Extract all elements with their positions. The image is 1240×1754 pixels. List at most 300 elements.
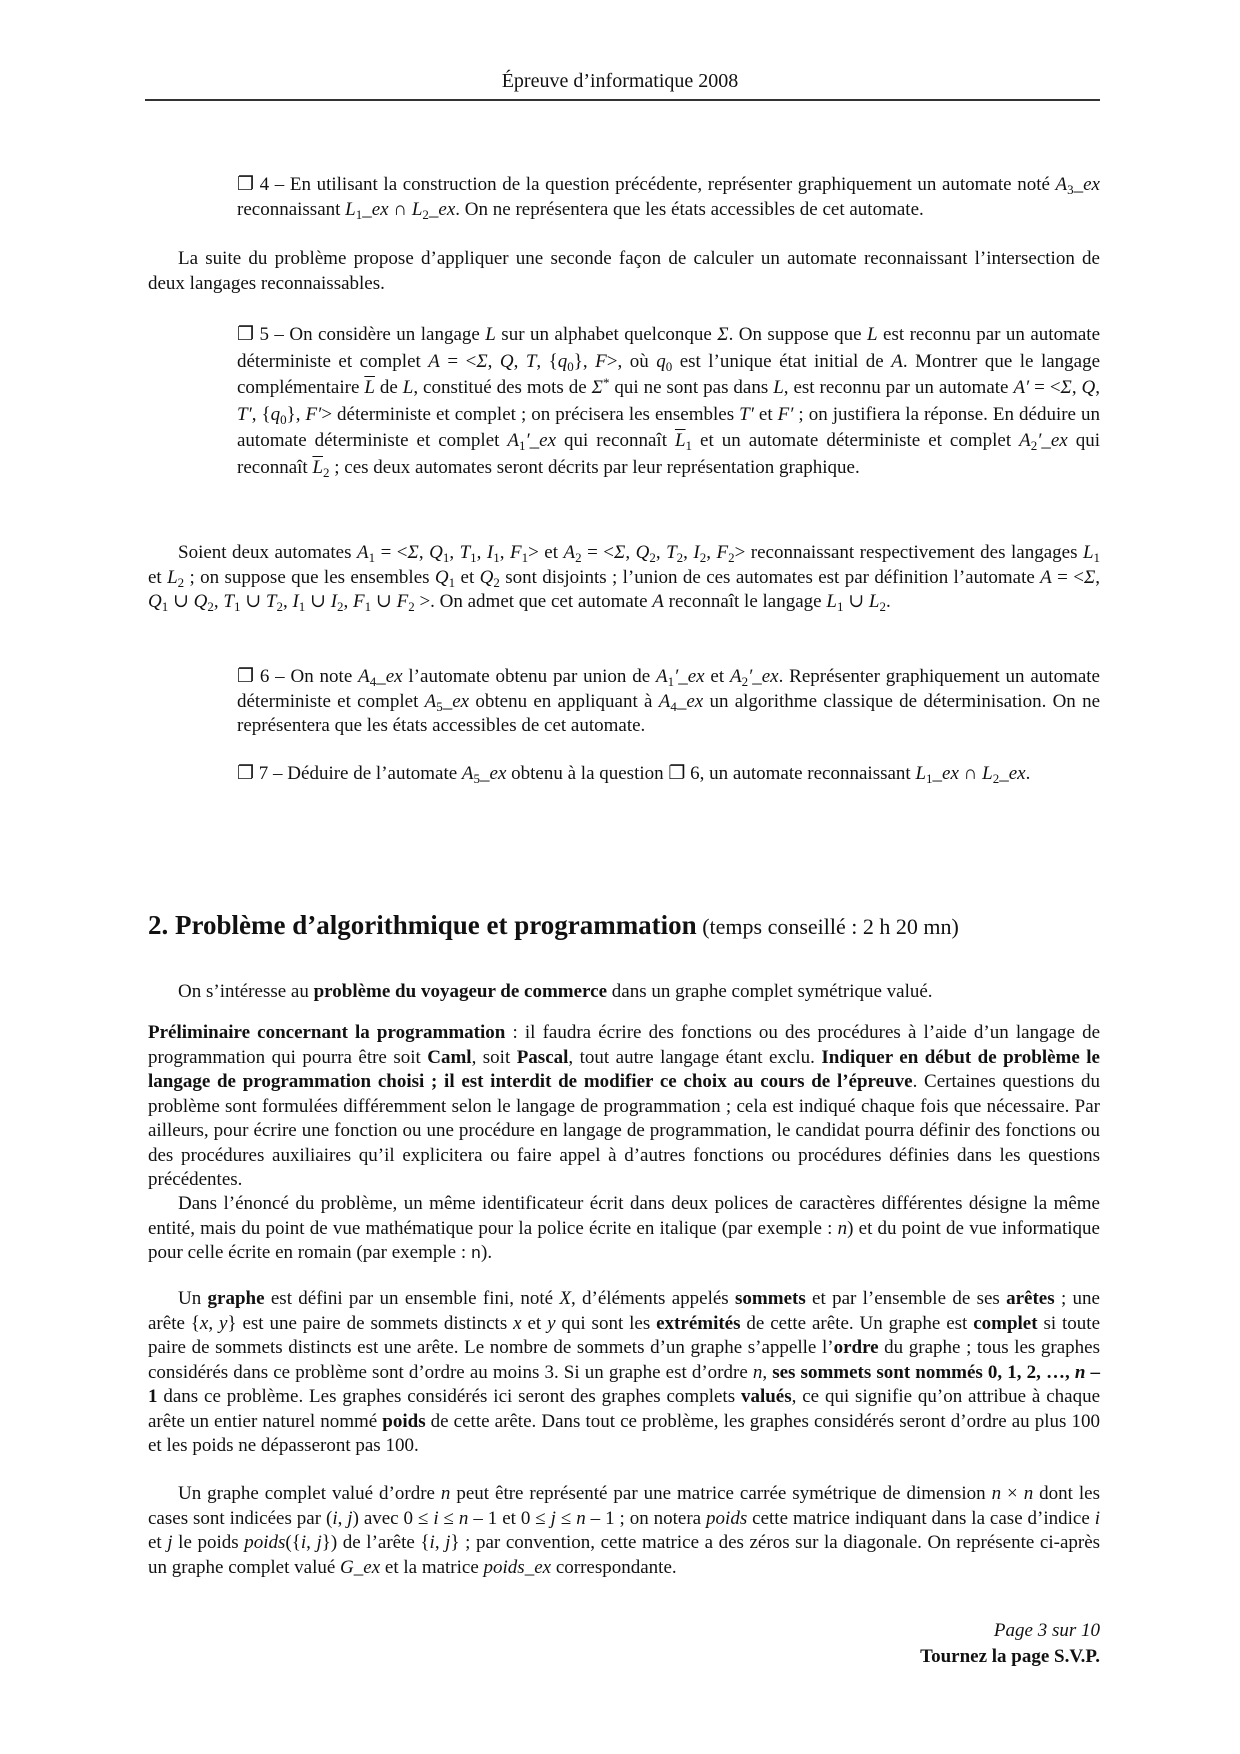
text-run: Σ — [717, 324, 729, 345]
text-run: i — [1094, 1507, 1101, 1529]
text-run: poids_ex — [483, 1556, 552, 1578]
text-run: , — [655, 542, 667, 563]
text-run: 2 — [422, 206, 429, 222]
text-run: 2 — [699, 550, 707, 565]
text-run: 1 — [1093, 550, 1101, 565]
text-run: , — [434, 1532, 446, 1553]
text-run: n — [470, 1245, 482, 1264]
text-run: q — [656, 350, 666, 372]
text-run: . — [885, 591, 891, 612]
text-run: 1 — [442, 550, 450, 565]
text-run: , — [499, 542, 510, 563]
text-run: ′_ex — [525, 430, 557, 451]
text-run: ∪ — [305, 591, 331, 612]
text-run: q — [270, 403, 281, 425]
section-number: 2 — [148, 910, 162, 940]
text-run: , — [418, 542, 430, 563]
text-run: 1 — [926, 771, 933, 786]
text-run: j — [550, 1507, 556, 1529]
text-run: F — [595, 350, 607, 372]
text-run: y — [219, 1312, 228, 1334]
text-run: F′ — [777, 403, 794, 425]
text-run: n — [1023, 1483, 1034, 1504]
text-run: } est une paire de sommets distincts — [227, 1312, 514, 1334]
text-run: Q — [1081, 377, 1096, 398]
text-run: A — [655, 666, 668, 687]
text-run: , — [476, 542, 487, 563]
text-run: n — [576, 1507, 586, 1529]
text-run: >, où — [606, 350, 657, 372]
text-run: L — [411, 198, 423, 220]
text-run: et — [148, 1532, 168, 1553]
text-run: j — [167, 1532, 173, 1553]
text-run: 2 — [676, 550, 684, 565]
text-run: 2 — [575, 550, 582, 565]
text-run: ∪ — [371, 591, 397, 612]
paragraph-enonce — [148, 1192, 1100, 1268]
text-run: qui sont les — [555, 1312, 657, 1334]
text-run: ). — [481, 1242, 493, 1263]
text-run: n — [458, 1507, 469, 1529]
text-run: qui reconnaît — [237, 430, 1101, 478]
text-run: , — [306, 1532, 317, 1553]
text-run: F′ — [305, 403, 322, 425]
text-run: ) avec 0 ≤ — [352, 1507, 434, 1529]
text-run: A′ — [1013, 377, 1030, 398]
text-run: 0 — [280, 411, 287, 427]
text-run: , tout autre langage étant exclu. — [568, 1046, 822, 1068]
text-run: 1 — [685, 438, 693, 453]
text-run: j — [445, 1532, 451, 1553]
text-run: , — [1071, 377, 1082, 398]
paragraph-graphe — [148, 1287, 1100, 1459]
text-run: de cette arête. Dans tout ce problème, les graphes considérés seront d’ordre au plus 100 et les poids ne dépasseront pas 100. — [148, 1410, 1100, 1456]
paragraph-preliminaire — [148, 1021, 1100, 1193]
text-run: > et — [528, 542, 564, 563]
text-run: , — [625, 542, 636, 563]
text-run: I — [292, 591, 299, 612]
text-run: A — [729, 666, 742, 687]
text-run: Σ — [591, 377, 603, 398]
text-run: problème du voyageur de commerce — [313, 981, 608, 1002]
text-run: 2 — [207, 599, 214, 614]
text-run: = < — [439, 350, 477, 372]
text-run: La suite du problème propose d’appliquer une seconde façon de calculer un automate reconnaissant l’intersection de deux langages reconnaissables. — [148, 248, 1100, 294]
text-run: complet — [973, 1312, 1038, 1334]
text-run: 0 — [665, 358, 673, 374]
text-run: × — [1001, 1483, 1024, 1504]
text-run: 2 — [879, 599, 886, 614]
text-run: _ex — [676, 690, 704, 712]
text-run: et — [521, 1312, 548, 1334]
text-run: Un graphe complet valué d’ordre — [178, 1483, 441, 1504]
text-run: 1 — [470, 550, 477, 565]
text-run: et — [704, 666, 730, 687]
text-run: T — [525, 350, 537, 372]
text-run: – 1 ; on notera — [585, 1507, 707, 1529]
text-run: et — [753, 403, 778, 425]
text-run: x — [199, 1312, 209, 1334]
text-run: A — [507, 430, 520, 451]
text-run: reconnaissant — [237, 198, 346, 220]
paragraph-matrice — [148, 1482, 1100, 1580]
text-run: L — [868, 591, 880, 612]
text-run: Soient deux automates — [178, 542, 357, 563]
question-7 — [237, 762, 1100, 787]
section-title: . Problème d’algorithmique et programmation — [161, 910, 697, 940]
text-run: extrémités — [656, 1312, 741, 1334]
text-run: T′ — [237, 403, 252, 425]
text-run: 1 — [667, 674, 675, 689]
text-run: _ex — [376, 666, 403, 687]
text-run: ❐ 7 – Déduire de l’automate — [237, 763, 462, 784]
text-run: i — [300, 1532, 307, 1553]
text-run: poids — [244, 1532, 286, 1553]
text-run: ordre — [833, 1337, 879, 1358]
question-5 — [237, 322, 1100, 481]
text-run: ; ces deux automates seront décrits par leur représentation graphique. — [329, 456, 860, 478]
paragraph-suite — [148, 247, 1100, 296]
question-4 — [237, 173, 1100, 222]
text-run: si toute paire de sommets distincts est une arête. Le nombre de sommets d’un graphe s’appelle l’ — [148, 1312, 1101, 1358]
text-run: est l’unique état initial de — [672, 350, 892, 372]
text-run: A — [358, 666, 370, 687]
text-run: Caml — [427, 1046, 472, 1068]
text-run: Un — [178, 1288, 208, 1309]
text-run: i — [332, 1507, 338, 1529]
text-run: L — [982, 763, 993, 784]
text-run: 1 — [368, 550, 376, 565]
text-run: = < — [1029, 377, 1061, 398]
text-run: L — [826, 591, 837, 612]
text-run: , est reconnu par un automate — [783, 377, 1014, 398]
text-run: n — [1074, 1361, 1086, 1383]
text-run: j — [347, 1507, 353, 1529]
text-run: = < — [1051, 566, 1084, 588]
text-run: – 1 — [148, 1361, 1101, 1407]
text-run: n — [752, 1361, 763, 1383]
text-run: > déterministe et complet ; on précisera les ensembles — [321, 403, 740, 425]
text-run: F — [353, 591, 365, 612]
text-run: 0 — [567, 358, 574, 374]
text-run: , — [706, 542, 717, 563]
text-run: qui reconnaît — [556, 430, 675, 451]
text-run: 2 — [649, 550, 656, 565]
text-run: 2 — [728, 550, 735, 565]
text-run: I — [330, 591, 338, 612]
text-run: 1 — [493, 550, 500, 565]
text-run: ∪ — [168, 591, 194, 612]
text-run: ❐ 6 – On note — [237, 666, 359, 687]
text-run: 5 — [436, 698, 443, 714]
section-time: (temps conseillé : 2 h 20 mn) — [696, 914, 959, 939]
text-run: Σ — [1083, 566, 1096, 588]
text-run: 4 — [369, 674, 377, 689]
text-run: obtenu à la question ❐ 6, un automate reconnaissant — [506, 763, 916, 784]
text-run: A — [563, 542, 576, 563]
text-run: ≤ — [555, 1507, 577, 1529]
text-run: Q — [499, 350, 514, 372]
text-run: A — [1055, 174, 1068, 195]
text-run: 1 — [364, 599, 372, 614]
text-run: A — [1019, 430, 1031, 451]
text-run: un algorithme classique de déterminisation. On ne représentera que les états accessibles de cet automate. — [237, 690, 1101, 736]
text-run: Σ — [407, 542, 419, 563]
text-run: Q — [429, 542, 443, 563]
text-run: y — [547, 1312, 556, 1334]
text-run: , d’éléments appelés — [570, 1288, 736, 1309]
text-run: T′ — [739, 403, 754, 425]
text-run: X — [559, 1288, 571, 1309]
text-run: ; on suppose que les ensembles — [184, 566, 435, 588]
text-run: et — [148, 566, 168, 588]
text-run: F — [716, 542, 729, 563]
text-run: ❐ 4 – En utilisant la construction de la question précédente, représenter graphiquement un automate noté — [237, 174, 1056, 195]
text-run: 2 — [323, 464, 330, 480]
text-run: poids — [706, 1507, 748, 1529]
running-header: Épreuve d’informatique 2008 — [501, 70, 739, 92]
text-run: et — [455, 566, 480, 588]
text-run: T — [459, 542, 471, 563]
text-run: L — [866, 324, 878, 345]
text-run: , { — [251, 403, 271, 425]
text-run: n — [837, 1217, 848, 1239]
text-run: dont les cases sont indicées par ( — [148, 1483, 1100, 1529]
text-run: de cette arête. Un graphe est — [740, 1312, 974, 1334]
text-run: _ex — [480, 763, 507, 784]
text-run: , — [343, 591, 354, 612]
text-run: _ex — [428, 198, 456, 220]
text-run: q — [557, 350, 568, 372]
text-run: On s’intéresse au — [178, 981, 314, 1002]
text-run: 1 — [448, 574, 456, 590]
text-run: A — [1040, 566, 1052, 588]
text-run: A — [428, 350, 440, 372]
text-run: _ex — [999, 763, 1026, 784]
text-run: T — [265, 591, 277, 612]
text-run: $\overline{L}$ — [312, 456, 324, 478]
text-run: 1 — [161, 599, 169, 614]
text-run: 2 — [992, 771, 1000, 786]
text-run: ≤ — [438, 1507, 459, 1529]
text-run: qui ne sont pas dans — [609, 377, 774, 398]
text-run: 2 — [276, 599, 283, 614]
text-run: j — [316, 1532, 322, 1553]
text-run: l’automate obtenu par union de — [402, 666, 656, 687]
text-run: ses sommets sont nommés 0, 1, 2, …, — [772, 1361, 1075, 1383]
text-run: $\overline{L}$ — [674, 430, 686, 451]
text-run: >. On admet que cet automate — [414, 591, 653, 612]
text-run: est défini par un ensemble fini, noté — [264, 1288, 560, 1309]
text-run: , ce qui signifie qu’on attribue à chaque arête un entier naturel nommé — [148, 1386, 1101, 1432]
text-run: A — [461, 763, 474, 784]
text-run: ′_ex — [1037, 430, 1068, 451]
text-run: 1 — [233, 599, 241, 614]
text-run: , — [762, 1361, 773, 1383]
text-run: A — [658, 690, 671, 712]
text-run: obtenu en appliquant à — [469, 690, 659, 712]
text-run: Préliminaire concernant la programmation — [148, 1022, 506, 1043]
text-run: L — [167, 566, 178, 588]
text-run: Pascal — [516, 1046, 569, 1068]
text-run: Q — [635, 542, 650, 563]
text-run: valués — [740, 1386, 792, 1407]
text-run: L — [485, 324, 496, 345]
text-run: 2 — [337, 599, 344, 614]
text-run: , — [449, 542, 460, 563]
text-run: le poids — [172, 1532, 245, 1553]
header-rule — [145, 99, 1100, 101]
section-heading — [148, 910, 959, 941]
text-run: du graphe ; tous les graphes considérés dans ce problème sont d’ordre au moins 3. Si un graphe est d’ordre — [148, 1337, 1100, 1383]
paragraph-union — [148, 541, 1100, 615]
text-run: 2 — [177, 574, 185, 590]
text-run: ({ — [285, 1532, 301, 1553]
text-run: ) et du point de vue informatique pour celle écrite en romain (par exemple : — [148, 1217, 1100, 1263]
text-run: ∪ — [843, 591, 869, 612]
text-run: = < — [375, 542, 408, 563]
text-run: , — [282, 591, 293, 612]
text-run: L — [915, 763, 927, 784]
text-run: , — [1095, 377, 1101, 398]
text-run: F — [396, 591, 409, 612]
text-run: > reconnaissant respectivement des langages — [734, 542, 1083, 563]
text-run: , — [337, 1507, 348, 1529]
text-run: et un automate déterministe et complet — [692, 430, 1020, 451]
text-run: * — [602, 375, 610, 390]
text-run: correspondante. — [551, 1556, 677, 1578]
text-run: , soit — [471, 1046, 517, 1068]
text-run: A — [891, 350, 903, 372]
text-run: Q — [193, 591, 208, 612]
text-run: Σ — [614, 542, 626, 563]
text-run: G_ex — [340, 1556, 381, 1578]
page-number: Page 3 sur 10 — [993, 1620, 1100, 1641]
text-run: I — [486, 542, 494, 563]
text-run: ∩ — [388, 198, 412, 220]
text-run: 1 — [298, 599, 306, 614]
paragraph-intro — [148, 980, 1100, 1005]
text-run: . On ne représentera que les états accessibles de cet automate. — [455, 198, 924, 220]
text-run: $\overline{L}$ — [364, 377, 375, 398]
text-run: est reconnu par un automate déterministe et complet — [237, 324, 1100, 372]
text-run: , — [208, 1312, 219, 1334]
text-run: = < — [581, 542, 615, 563]
text-run: , — [213, 591, 224, 612]
text-run: T — [223, 591, 234, 612]
text-run: Q — [148, 591, 162, 612]
text-run: Σ — [476, 350, 488, 372]
text-run: n — [991, 1483, 1002, 1504]
text-run: . Montrer que le langage complémentaire — [237, 350, 1101, 398]
text-run: n — [440, 1483, 451, 1504]
text-run: ; une arête { — [148, 1288, 1100, 1334]
text-run: . Certaines questions du problème sont formulées différemment selon le langage de programmation ; cela est indiqué chaque fois que nécessaire. Par ailleurs, pour écrire une fonction ou une procédure en langage de programmation, le candidat pourra définir des fonctions ou des procédures auxiliaires qu’il explicitera ou faire appel à d’autres fonctions ou procédures définies dans les questions précédentes. — [148, 1071, 1100, 1190]
text-run: sommets — [735, 1288, 806, 1309]
text-run: 1 — [355, 206, 363, 222]
text-run: x — [513, 1312, 522, 1334]
text-run: 2 — [408, 599, 415, 614]
text-run: et par l’ensemble de ses — [805, 1288, 1007, 1309]
text-run: ′_ex — [748, 666, 779, 687]
text-run: , — [487, 350, 500, 372]
text-run: ; on justifiera la réponse. En déduire un automate déterministe et complet — [237, 403, 1101, 451]
text-run: } ; par convention, cette matrice a des zéros sur la diagonale. On représente ci-après un graphe complet valué — [148, 1532, 1101, 1578]
text-run: 1 — [836, 599, 844, 614]
text-run: F — [509, 542, 522, 563]
text-run: graphe — [207, 1288, 265, 1309]
text-run: ∩ — [958, 763, 983, 784]
text-run: L — [1082, 542, 1094, 563]
text-run: L — [773, 377, 784, 398]
text-run: }, — [286, 403, 306, 425]
text-run: , — [1095, 566, 1100, 588]
turn-page-note: Tournez la page S.V.P. — [920, 1646, 1100, 1667]
text-run: , — [513, 350, 526, 372]
text-run: et la matrice — [380, 1556, 484, 1578]
text-run: ❐ 5 – On considère un langage — [237, 324, 486, 345]
text-run: 2 — [741, 674, 749, 689]
text-run: A — [357, 542, 369, 563]
text-run: I — [693, 542, 700, 563]
text-run: . Représenter graphiquement un automate déterministe et complet — [237, 666, 1100, 712]
text-run: de — [374, 377, 403, 398]
text-run: 2 — [493, 574, 500, 590]
text-run: }, — [573, 350, 596, 372]
text-run: arêtes — [1006, 1288, 1055, 1309]
text-run: 2 — [1030, 438, 1038, 453]
text-run: T — [666, 542, 677, 563]
text-run: _ex — [362, 198, 389, 220]
text-run: sont disjoints ; l’union de ces automates est par définition l’automate — [499, 566, 1041, 588]
text-run: ′_ex — [674, 666, 705, 687]
text-run: ∪ — [240, 591, 266, 612]
text-run: A — [652, 591, 664, 612]
text-run: 1 — [519, 438, 526, 453]
text-run: _ex — [932, 763, 959, 784]
text-run: 3 — [1067, 182, 1074, 197]
text-run: peut être représenté par une matrice carrée symétrique de dimension — [450, 1483, 992, 1504]
text-run: Q — [434, 566, 449, 588]
text-run: , — [683, 542, 694, 563]
text-run: . On suppose que — [728, 324, 867, 345]
text-run: i — [433, 1507, 439, 1529]
text-run: _ex — [1073, 174, 1100, 195]
text-run: 5 — [473, 771, 481, 786]
text-run: }) de l’arête { — [321, 1532, 430, 1553]
text-run: Indiquer en début de problème le langage de programmation choisi ; il est interdit de modifier ce choix au cours de l’épreuve — [148, 1046, 1100, 1092]
text-run: Q — [479, 566, 494, 588]
text-run: sur un alphabet quelconque — [495, 324, 718, 345]
text-run: 4 — [670, 698, 677, 714]
text-run: : il faudra écrire des fonctions ou des procédures à l’aide d’un langage de programmation qui pourra être soit — [148, 1022, 1100, 1068]
text-run: , { — [536, 350, 558, 372]
text-run: cette matrice indiquant dans la case d’indice — [747, 1507, 1095, 1529]
text-run: Dans l’énoncé du problème, un même identificateur écrit dans deux polices de caractères différentes désigne la même entité, mais du point de vue mathématique pour la police écrite en italique (par exemple : — [148, 1193, 1100, 1239]
text-run: L — [402, 377, 414, 398]
text-run: i — [429, 1532, 435, 1553]
text-run: reconnaît le langage — [663, 591, 827, 612]
question-6 — [237, 665, 1100, 739]
text-run: poids — [382, 1410, 426, 1432]
text-run: A — [424, 690, 437, 712]
text-run: L — [345, 198, 356, 220]
text-run: dans un graphe complet symétrique valué. — [607, 981, 933, 1002]
text-run: 1 — [521, 550, 529, 565]
text-run: _ex — [442, 690, 470, 712]
text-run: . — [1025, 763, 1031, 784]
text-run: – 1 et 0 ≤ — [468, 1507, 551, 1529]
